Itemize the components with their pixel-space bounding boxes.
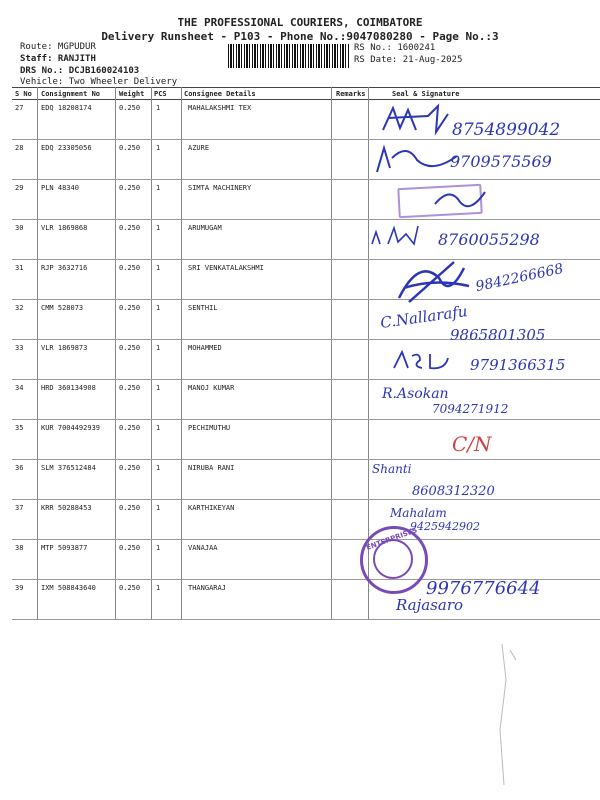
cell-sno: 34 (15, 384, 24, 392)
table-header-rule (12, 99, 600, 100)
round-stamp (360, 526, 428, 594)
col-sno: S No (15, 90, 32, 98)
cell-weight: 0.250 (119, 424, 141, 432)
round-stamp-text: ENTERPRISES (365, 526, 419, 552)
cell-weight: 0.250 (119, 504, 141, 512)
cell-consignment: MTP 5093877 (41, 544, 88, 552)
row-34-phone: 7094271912 (432, 402, 509, 416)
column-divider (181, 87, 182, 620)
row-28-phone: 9709575569 (450, 152, 552, 171)
row-37-name: Mahalam (390, 506, 447, 520)
cell-consignee: KARTHIKEYAN (188, 504, 235, 512)
cell-consignment: IXM 508843640 (41, 584, 96, 592)
cell-sno: 35 (15, 424, 24, 432)
row-divider (12, 499, 600, 500)
row-divider (12, 179, 600, 180)
barcode (228, 44, 350, 68)
route-label: Route: MGPUDUR (20, 42, 96, 52)
cell-pcs: 1 (156, 504, 161, 512)
col-pcs: PCS (154, 90, 167, 98)
cell-weight: 0.250 (119, 544, 141, 552)
cell-pcs: 1 (156, 424, 161, 432)
cell-sno: 29 (15, 184, 24, 192)
cell-consignee: ARUMUGAM (188, 224, 222, 232)
row-36-phone: 8608312320 (412, 484, 495, 499)
col-remarks: Remarks (336, 90, 366, 98)
cell-consignee: MAHALAKSHMI TEX (188, 104, 252, 112)
cell-consignment: VLR 1869873 (41, 344, 88, 352)
cell-pcs: 1 (156, 264, 161, 272)
page-scribble (480, 640, 530, 790)
cell-sno: 31 (15, 264, 24, 272)
signature-scribble (430, 184, 490, 214)
cell-consignee: SRI VENKATALAKSHMI (188, 264, 264, 272)
row-32-phone: 9865801305 (450, 326, 546, 344)
row-27-phone: 8754899042 (452, 120, 561, 140)
cell-pcs: 1 (156, 544, 161, 552)
row-divider (12, 379, 600, 380)
cell-consignment: RJP 3632716 (41, 264, 88, 272)
cell-weight: 0.250 (119, 464, 141, 472)
cell-sno: 27 (15, 104, 24, 112)
cell-consignee: SENTHIL (188, 304, 218, 312)
cell-pcs: 1 (156, 304, 161, 312)
col-consignee: Consignee Details (184, 90, 256, 98)
cell-consignment: SLM 376512484 (41, 464, 96, 472)
cell-sno: 36 (15, 464, 24, 472)
column-divider (37, 87, 38, 620)
cell-consignee: PECHIMUTHU (188, 424, 231, 432)
signature-scribble (368, 222, 438, 252)
cell-consignee: MANOJ KUMAR (188, 384, 235, 392)
signature-scribble (372, 138, 462, 178)
row-35-remark: C/N (452, 432, 492, 456)
row-33-phone: 9791366315 (470, 356, 566, 374)
rs-date: RS Date: 21-Aug-2025 (354, 55, 463, 65)
row-divider (12, 619, 600, 620)
signature-scribble (394, 258, 474, 308)
cell-consignment: VLR 1869868 (41, 224, 88, 232)
cell-consignment: HRD 360134908 (41, 384, 96, 392)
col-seal-signature: Seal & Signature (392, 90, 460, 98)
cell-sno: 37 (15, 504, 24, 512)
rs-number: RS No.: 1600241 (354, 43, 436, 53)
cell-sno: 28 (15, 144, 24, 152)
cell-consignment: PLN 48340 (41, 184, 79, 192)
cell-weight: 0.250 (119, 144, 141, 152)
column-divider (115, 87, 116, 620)
cell-consignee: AZURE (188, 144, 210, 152)
row-39-name: Rajasaro (396, 596, 464, 614)
cell-weight: 0.250 (119, 384, 141, 392)
cell-weight: 0.250 (119, 304, 141, 312)
column-divider (331, 87, 332, 620)
row-32-name: C.Nallarafu (379, 301, 469, 333)
cell-sno: 33 (15, 344, 24, 352)
cell-weight: 0.250 (119, 104, 141, 112)
cell-pcs: 1 (156, 184, 161, 192)
cell-pcs: 1 (156, 344, 161, 352)
cell-consignment: KUR 7004492939 (41, 424, 101, 432)
row-divider (12, 259, 600, 260)
cell-weight: 0.250 (119, 224, 141, 232)
col-weight: Weight (119, 90, 145, 98)
cell-pcs: 1 (156, 464, 161, 472)
cell-consignee: NIRUBA RANI (188, 464, 235, 472)
row-divider (12, 459, 600, 460)
row-39-phone: 9976776644 (426, 578, 541, 599)
cell-pcs: 1 (156, 144, 161, 152)
cell-weight: 0.250 (119, 584, 141, 592)
cell-consignee: VANAJAA (188, 544, 218, 552)
drs-number: DRS No.: DCJB160024103 (20, 66, 140, 76)
row-34-name: R.Asokan (382, 386, 449, 402)
cell-weight: 0.250 (119, 184, 141, 192)
table-top-rule (12, 87, 600, 88)
row-37-phone: 9425942902 (410, 520, 480, 533)
row-divider (12, 219, 600, 220)
row-divider (12, 299, 600, 300)
cell-pcs: 1 (156, 104, 161, 112)
cell-consignee: THANGARAJ (188, 584, 226, 592)
row-divider (12, 539, 600, 540)
cell-consignment: EDQ 23305056 (41, 144, 92, 152)
cell-consignee: MOHAMMED (188, 344, 222, 352)
cell-sno: 38 (15, 544, 24, 552)
cell-consignee: SIMTA MACHINERY (188, 184, 252, 192)
cell-weight: 0.250 (119, 264, 141, 272)
cell-sno: 30 (15, 224, 24, 232)
vehicle-label: Vehicle: Two Wheeler Delivery (20, 77, 178, 87)
column-divider (151, 87, 152, 620)
col-consignment: Consignment No (41, 90, 101, 98)
row-30-phone: 8760055298 (438, 230, 540, 249)
signature-scribble (378, 100, 458, 140)
row-36-name: Shanti (372, 462, 412, 476)
cell-pcs: 1 (156, 384, 161, 392)
cell-pcs: 1 (156, 584, 161, 592)
cell-consignment: EDQ 18208174 (41, 104, 92, 112)
cell-weight: 0.250 (119, 344, 141, 352)
row-31-phone: 9842266668 (474, 260, 565, 296)
document-title: THE PROFESSIONAL COURIERS, COIMBATORE (177, 16, 423, 29)
cell-consignment: KRR 50288453 (41, 504, 92, 512)
cell-sno: 39 (15, 584, 24, 592)
signature-scribble (390, 348, 470, 374)
cell-consignment: CMM 528073 (41, 304, 84, 312)
cell-sno: 32 (15, 304, 24, 312)
cell-pcs: 1 (156, 224, 161, 232)
row-divider (12, 419, 600, 420)
staff-label: Staff: RANJITH (20, 54, 96, 64)
document-subtitle: Delivery Runsheet - P103 - Phone No.:9047080280 - Page No.:3 (101, 30, 499, 43)
